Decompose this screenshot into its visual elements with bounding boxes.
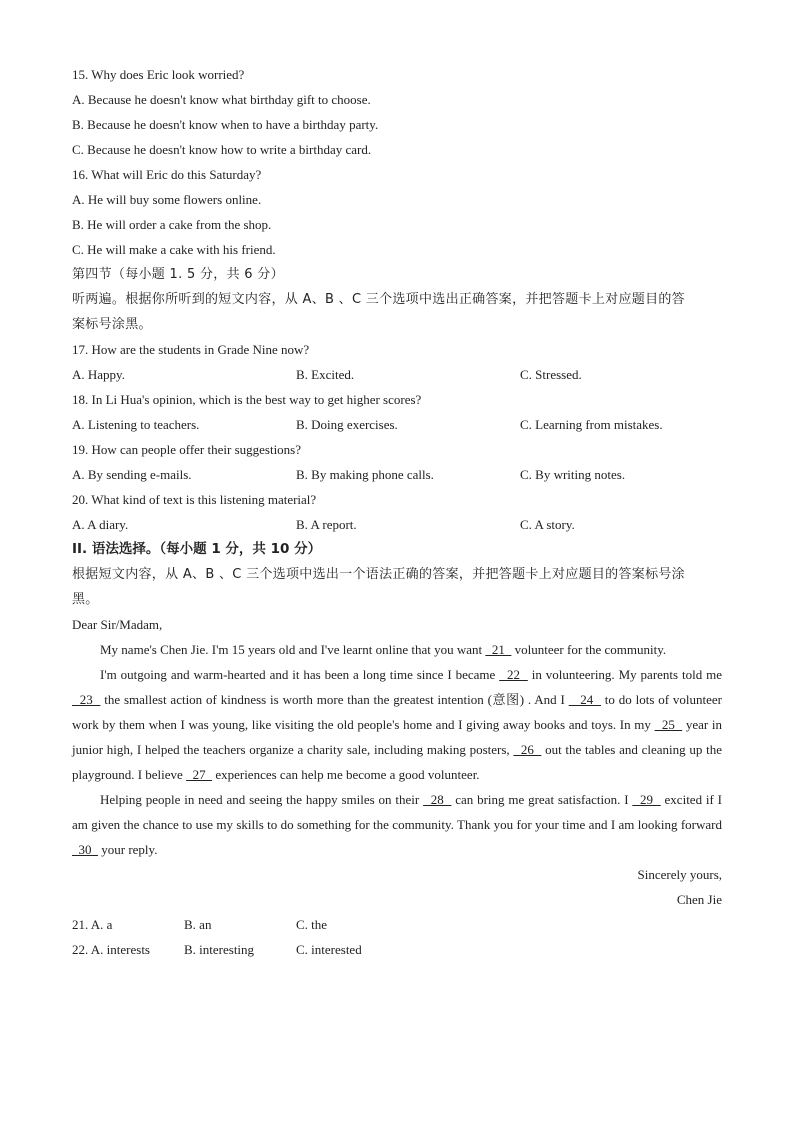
options-row (72, 512, 722, 537)
blank-26: 26 (513, 742, 542, 757)
question-text: 19. How can people offer their suggestions? (72, 442, 302, 457)
text-segment: I'm outgoing and warm-hearted and it has been a long time since I became (100, 667, 500, 682)
question-18 (72, 387, 722, 437)
text-segment: your reply. (98, 842, 158, 857)
options-row (72, 362, 722, 387)
part-2-instruction-line2: 黑。 (72, 592, 99, 607)
option-a: 21. A. a (72, 917, 113, 932)
blank-27: 27 (186, 767, 213, 782)
option-b: B. By making phone calls. (296, 467, 434, 482)
answer-row-21 (72, 912, 722, 937)
section-4-instruction-line1: 听两遍。根据你所听到的短文内容，从 A、B 、C 三个选项中选出正确答案，并把答题卡上对应题目的答 (72, 292, 685, 307)
question-text: 18. In Li Hua's opinion, which is the best way to get higher scores? (72, 392, 422, 407)
question-text: 20. What kind of text is this listening material? (72, 492, 317, 507)
section-4-title: 第四节（每小题 1. 5 分，共 6 分） (72, 267, 284, 282)
letter-paragraph-2 (72, 662, 722, 787)
text-segment: volunteer for the community. (511, 642, 667, 657)
text-segment: experiences can help me become a good volunteer. (212, 767, 480, 782)
option-b: B. A report. (296, 517, 357, 532)
text-segment: the smallest action of kindness is worth more than the greatest intention (意图) . And I (100, 692, 569, 707)
question-15 (72, 62, 722, 162)
letter (72, 612, 722, 912)
exam-page (72, 62, 722, 962)
part-2-title: II. 语法选择。（每小题 1 分，共 10 分） (72, 541, 322, 557)
option-c: C. Learning from mistakes. (520, 417, 663, 432)
text-segment: Helping people in need and seeing the happy smiles on their (100, 792, 424, 807)
option-a: A. He will buy some flowers online. (72, 192, 262, 207)
question-text: 17. How are the students in Grade Nine now? (72, 342, 310, 357)
text-segment: out the tables and cleaning up the playground. I believe (72, 742, 722, 782)
option-a: A. Because he doesn't know what birthday gift to choose. (72, 92, 371, 107)
question-20 (72, 487, 722, 537)
option-c: C. He will make a cake with his friend. (72, 242, 276, 257)
text-segment: can bring me great satisfaction. I (451, 792, 633, 807)
option-c: C. Stressed. (520, 367, 582, 382)
part-2-instruction-line1: 根据短文内容，从 A、B 、C 三个选项中选出一个语法正确的答案，并把答题卡上对应题目的答案标号涂 (72, 567, 685, 582)
text-segment: My name's Chen Jie. I'm 15 years old and I've learnt online that you want (100, 642, 486, 657)
question-16 (72, 162, 722, 262)
blank-24: 24 (568, 692, 601, 707)
text-segment: year in junior high, I helped the teachers organize a charity sale, including making posters, (72, 717, 723, 757)
blank-25: 25 (654, 717, 683, 732)
blank-30: 30 (72, 842, 98, 857)
answer-row-22 (72, 937, 722, 962)
option-a: A. Happy. (72, 367, 125, 382)
text-segment: to do lots of volunteer work by them when I was young, like visiting the old people's home and I giving away books and toys. In my (72, 692, 723, 732)
text-segment: excited if I am given the chance to use my skills to do something for the community. Thank you for your time and I am looking forward (72, 792, 723, 832)
letter-paragraph-3 (72, 787, 722, 862)
blank-21: 21 (485, 642, 512, 657)
option-b: B. Doing exercises. (296, 417, 398, 432)
blank-28: 28 (423, 792, 452, 807)
option-b: B. an (184, 917, 212, 932)
letter-greeting: Dear Sir/Madam, (72, 617, 163, 632)
option-c: C. A story. (520, 517, 575, 532)
text-segment: in volunteering. My parents told me (527, 667, 723, 682)
section-4-instruction-line2: 案标号涂黑。 (72, 317, 152, 332)
option-c: C. By writing notes. (520, 467, 626, 482)
letter-signature: Chen Jie (676, 892, 722, 907)
question-text: 15. Why does Eric look worried? (72, 67, 245, 82)
question-text: 16. What will Eric do this Saturday? (72, 167, 262, 182)
option-b: B. Excited. (296, 367, 355, 382)
question-19 (72, 437, 722, 487)
option-a: A. Listening to teachers. (72, 417, 200, 432)
option-a: A. A diary. (72, 517, 129, 532)
blank-29: 29 (632, 792, 661, 807)
options-row (72, 462, 722, 487)
blank-23: 23 (72, 692, 101, 707)
options-row (72, 412, 722, 437)
blank-22: 22 (499, 667, 528, 682)
option-b: B. He will order a cake from the shop. (72, 217, 272, 232)
option-c: C. the (296, 917, 328, 932)
option-c: C. interested (296, 942, 362, 957)
option-a: 22. A. interests (72, 942, 150, 957)
option-b: B. Because he doesn't know when to have a birthday party. (72, 117, 379, 132)
letter-closing: Sincerely yours, (637, 867, 722, 882)
option-a: A. By sending e-mails. (72, 467, 192, 482)
letter-paragraph-1 (72, 637, 722, 662)
option-b: B. interesting (184, 942, 255, 957)
question-17 (72, 337, 722, 387)
option-c: C. Because he doesn't know how to write a birthday card. (72, 142, 372, 157)
